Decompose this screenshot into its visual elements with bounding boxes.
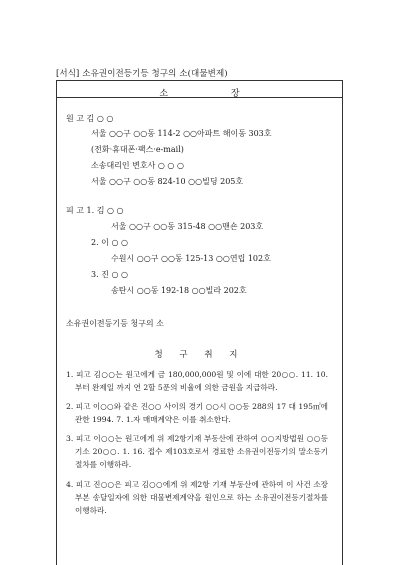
claim-item-3: 3. 피고 이○○는 원고에게 위 제2항기재 부동산에 관하여 ○○지방법원 ○○등기소 20○○. 1. 16. 접수 제103호로서 경료한 소유권이전등기의 말소등기절차를 이행하라.	[66, 434, 328, 470]
plaintiff-label: 원 고 김 ○ ○	[66, 114, 114, 123]
defendant-3-address: 송탄시 ○○동 192-18 ○○빌라 202호	[111, 286, 247, 295]
defendant-1-address: 서울 ○○구 ○○동 315-48 ○○맨숀 203호	[111, 222, 264, 231]
claim-item-4: 4. 피고 진○○은 피고 김○○에게 위 제2항 기재 부동산에 관하여 이 사건 소장 부본 송달일자에 의한 대물변제계약을 원인으로 하는 소유권이전등기절차를 이행하라.	[66, 480, 328, 516]
defendant-2-address: 수원시 ○○구 ○○동 125-13 ○○연립 102호	[111, 254, 271, 263]
defendant-1-label: 피 고 1. 김 ○ ○	[66, 206, 124, 215]
plaintiff-address: 서울 ○○구 ○○동 114-2 ○○아파트 해이동 303호	[91, 129, 272, 138]
defendant-2-label: 2. 이 ○ ○	[91, 238, 128, 247]
plaintiff-contact: (전화·휴대폰·팩스·e-mail)	[91, 145, 184, 154]
claim-section-title: 청 구 취 지	[154, 350, 245, 360]
defendant-3-label: 3. 진 ○ ○	[91, 270, 128, 279]
case-name: 소유권이전등기등 청구의 소	[66, 319, 164, 328]
complaint-document	[56, 80, 343, 565]
document-title: 소 장	[159, 89, 270, 99]
plaintiff-attorney-address: 서울 ○○구 ○○동 824-10 ○○빌딩 205호	[91, 177, 244, 186]
plaintiff-attorney: 소송대리인 변호사 ○ ○ ○	[91, 161, 184, 170]
document-title-row	[57, 81, 342, 98]
claim-item-1: 1. 피고 김○○는 원고에게 금 180,000,000원 및 이에 대한 20○○. 11. 10.부터 완제일 까지 연 2할 5푼의 비율에 의한 금원을 지급하라.	[66, 370, 328, 393]
claim-item-2: 2. 피고 이○○와 같은 진○○ 사이의 경기 ○○시 ○○동 288의 17 대 195㎡에 관한 1994. 7. 1.자 매매계약은 이를 취소한다.	[66, 402, 328, 425]
form-caption: [서식] 소유권이전등기등 청구의 소(대물변제)	[56, 69, 228, 79]
